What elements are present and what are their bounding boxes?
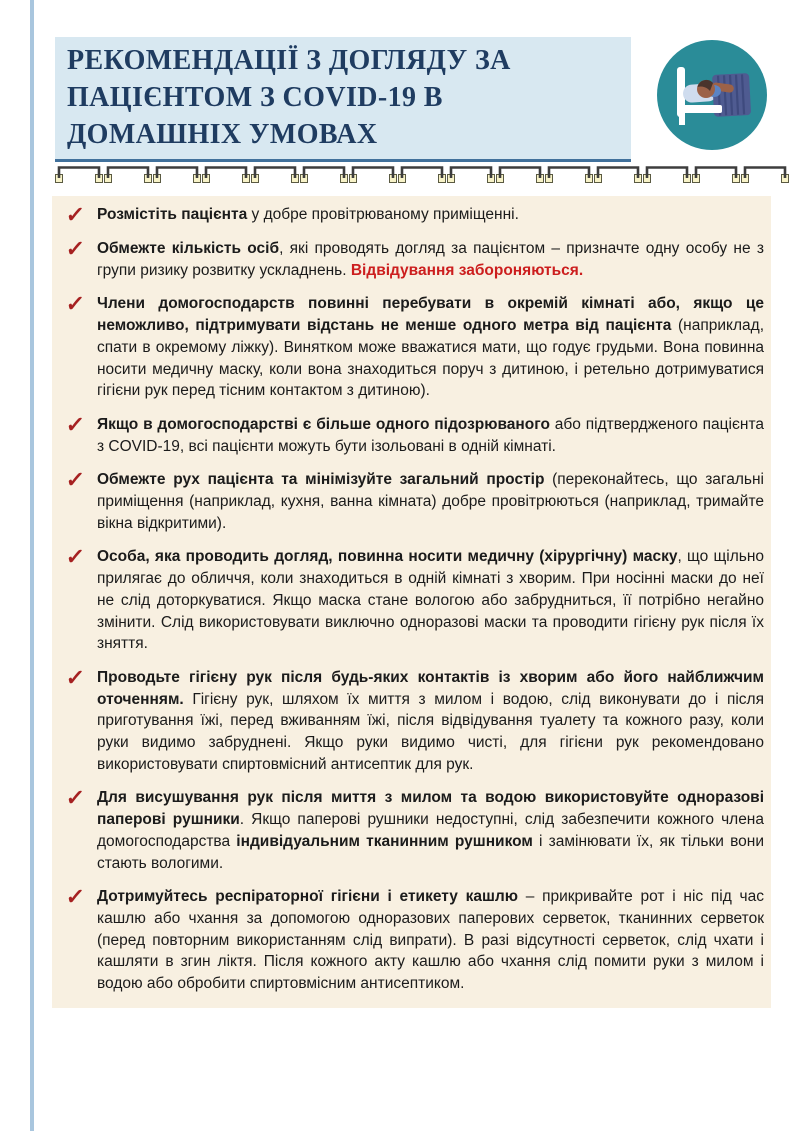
checklist-item [52, 546, 771, 655]
checklist-item [52, 469, 771, 534]
checklist [52, 196, 771, 1008]
checklist-item [52, 293, 771, 402]
checklist-item-text: Для висушування рук після миття з милом та водою використовуйте одноразові паперові рушники. Якщо паперові рушники недоступні, слід забезпечити кожного члена домогосподарства індивідуальним тканинним рушником і замінювати їх, як тільки вони стають вологими. [97, 789, 765, 872]
checklist-item-text: Якщо в домогосподарстві є більше одного підозрюваного або підтвердженого пацієнта з COVID-19, всі пацієнти можуть бути ізольовані в одній кімнаті. [97, 415, 765, 455]
page-title-line-1: РЕКОМЕНДАЦІЇ З ДОГЛЯДУ ЗА [67, 45, 511, 76]
check-icon: ✓ [64, 411, 86, 437]
check-icon: ✓ [64, 291, 86, 317]
check-icon: ✓ [64, 785, 86, 811]
checklist-item-text: Члени домогосподарств повинні перебувати в окремій кімнаті або, якщо це неможливо, підтримувати відстань не менше одного метра від пацієнта (наприклад, спати в окремому ліжку). Винятком може вважатися мати, що годує грудьми. Вона повинна носити медичну маску, коли вона знаходиться поруч з дитиною, і ретельно дотримуватися гігієни рук перед тісним контактом з дитиною). [97, 295, 764, 400]
check-icon: ✓ [64, 236, 86, 261]
left-margin-rule [30, 0, 34, 1131]
checklist-item-text: Дотримуйтесь респіраторної гігієни і етикету кашлю – прикривайте рот і ніс під час кашлю або чхання за допомогою одноразових паперових серветок, тканинних серветок (перед повторним використанням слід випрати). В разі відсутності серветок, слід чхати і кашляти в згин ліктя. Після кожного акту кашлю або чхання слід помити руки з милом і водою або обробити спиртовмісним антисептиком. [97, 888, 764, 993]
checklist-item-text: Обмежте кількість осіб, які проводять догляд за пацієнтом – призначте одну особу не з групи ризику розвитку ускладнень. Відвідування забороняються. [97, 240, 764, 279]
check-icon: ✓ [64, 467, 86, 493]
checklist-item-text: Обмежте рух пацієнта та мінімізуйте загальний простір (переконайтесь, що загальні приміщення (наприклад, кухня, ванна кімната) добре провітрюються (наприклад, тримайте вікна відкритими). [97, 471, 764, 532]
checklist-item-text: Розмістіть пацієнта у добре провітрюваному приміщенні. [97, 206, 519, 223]
checklist-item [52, 664, 771, 776]
page-title-line-2: ПАЦІЄНТОМ З COVID-19 В [67, 82, 443, 113]
check-icon: ✓ [64, 202, 86, 227]
check-icon: ✓ [64, 884, 86, 910]
checklist-item [52, 411, 771, 457]
checklist-item [52, 886, 771, 995]
check-icon: ✓ [64, 664, 86, 690]
decorative-separator [55, 161, 789, 188]
checklist-item [52, 787, 771, 874]
checklist-item [52, 238, 771, 281]
checklist-item [52, 204, 771, 226]
patient-sleeping-in-bed-icon [656, 39, 768, 151]
page-title-line-3: ДОМАШНІХ УМОВАХ [67, 119, 378, 150]
checklist-item-text: Проводьте гігієну рук після будь-яких контактів із хворим або його найближчим оточенням. Гігієну рук, шляхом їх миття з милом і водою, слід виконувати до і після приготування їжі, перед вживанням їжі, після відвідування туалету та кожного разу, коли руки видимо забруднені. Якщо руки видимо чисті, для гігієни рук рекомендовано використовувати спиртовмісний антисептик для рук. [97, 668, 764, 773]
check-icon: ✓ [64, 544, 86, 570]
checklist-item-text: Особа, яка проводить догляд, повинна носити медичну (хірургічну) маску, що щільно прилягає до обличчя, коли знаходиться в одній кімнаті з хворим. При носінні маски до неї не слід доторкуватися. Якщо маска стане вологою або забрудниться, її потрібно негайно змінити. Слід використовувати виключно одноразові маски та проводити гігієну рук після їх зняття. [97, 548, 764, 653]
title-block [55, 37, 631, 162]
